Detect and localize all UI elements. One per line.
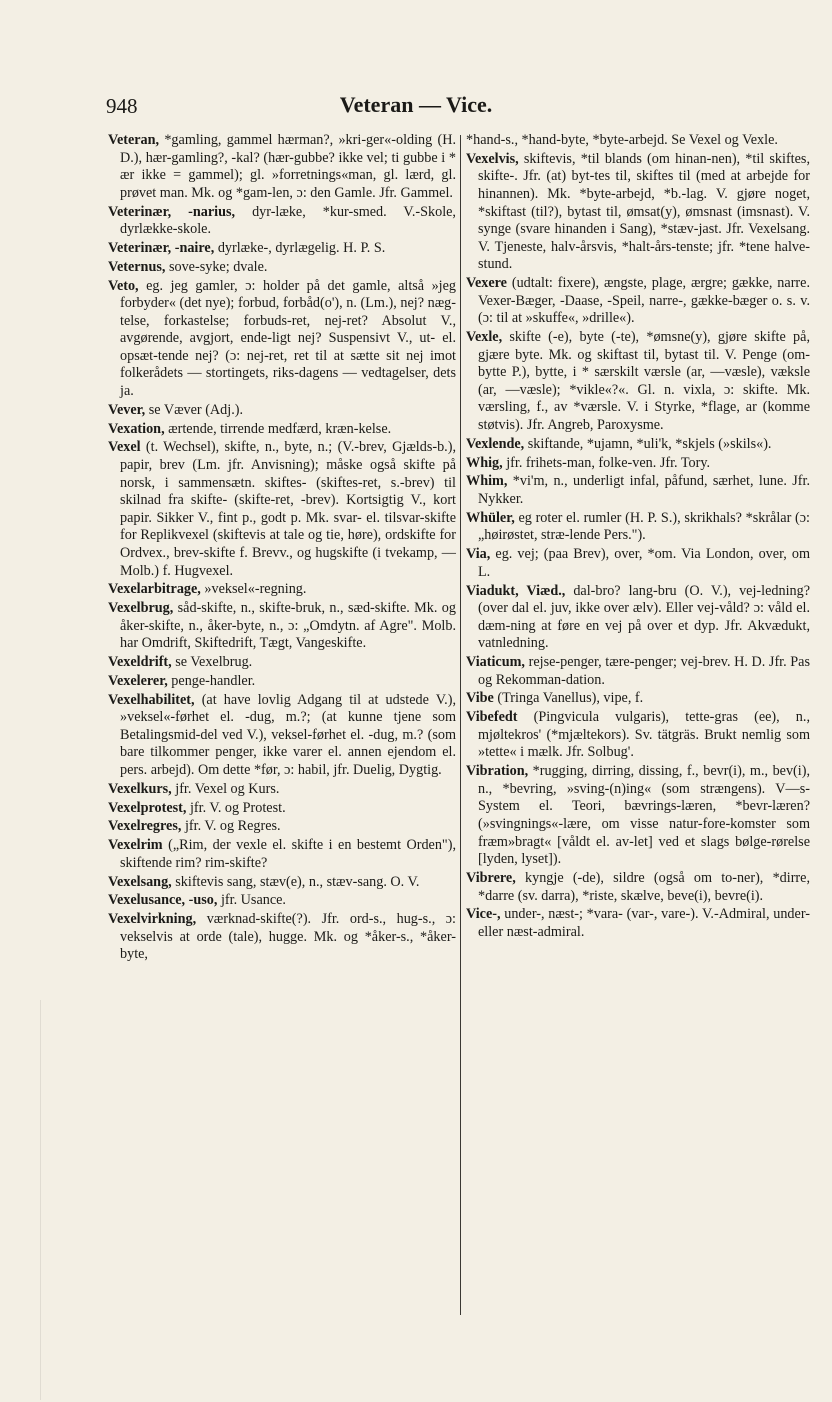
definition: *gamling, gammel hærman?, »kri-ger«-olding (H. D.), hær-gamling?, -kal? (hær-gubbe? ikke vel; ti gubbe i * ær ikke = gammel); gl. »forretnings«man, gl. lærd, gl. prøvet man. Mk. og *gam-len, ɔ: den Gamle. Jfr. Gammel. [120, 132, 456, 201]
headword: Vibefedt [466, 709, 518, 726]
headword: Vexelrim [108, 837, 163, 854]
definition: under-, næst-; *vara- (var-, vare-). V.-Admiral, under- eller næst-admiral. [478, 906, 810, 940]
headword: Whim, [466, 473, 508, 490]
dictionary-entry [108, 874, 456, 892]
definition: eg. jeg gamler, ɔ: holder på det gamle, altså »jeg forbyder« (det nye); forbud, forbåd(o'), n. (Lm.), nej? næg-telse, forkastelse; forbuds-ret, nej-ret? Absolut V., avgørende, avgjort, ende-ligt nej? Suspensivt V., ut- el. opsæt-tende nej? (ɔ: nej-ret, ret til at sætte sit nej imot folkerådets — stortingets, riks-dagens — vedtagelser, dets ja. [120, 277, 456, 400]
dictionary-entry [108, 654, 456, 672]
headword: Vibration, [466, 763, 529, 780]
dictionary-entry [108, 911, 456, 964]
definition: skiftande, *ujamn, *uli'k, *skjels (»skils«). [524, 435, 772, 452]
headword: Vexelerer, [108, 672, 168, 689]
headword: Vexere [466, 275, 507, 292]
headword: Vexelbrug, [108, 600, 174, 617]
definition: ærtende, tirrende medfærd, kræn-kelse. [164, 420, 392, 437]
definition: skiftevis sang, stæv(e), n., stæv-sang. O. V. [171, 873, 420, 890]
definition: jfr. Usance. [217, 892, 286, 909]
dictionary-entry [466, 763, 810, 869]
definition: *rugging, dirring, dissing, f., bevr(i), m., bev(i), n., *bevring, »sving-(n)ing« (som strængens). V—s-System el. Teori, bævrings-læren, *bevr-læren? (»svingnings«-lære, om visse natur-fore-komster som fræm»bragt« [våldt el. av-let] ved et slags bølge-rørelse [lyden, lyset]). [478, 763, 810, 868]
headword: Vibrere, [466, 869, 516, 886]
headword: Vexel [108, 439, 141, 456]
definition: dyr-læke, *kur-smed. V.-Skole, dyrlække-skole. [120, 203, 456, 238]
headword: Veteran, [108, 132, 160, 148]
definition: eg roter el. rumler (H. P. S.), skrikhals? *skrålar (ɔ: „høirøstet, stræ-lende Pers."). [478, 509, 810, 544]
headword: Veto, [108, 277, 139, 294]
definition: skifte (-e), byte (-te), *ømsne(y), gjøre skifte på, gjære byte. Mk. og skiftast til, bytast til. V. Penge (om-bytte P.), bytte, i * særskilt værsle (ar, —væsle), væksle (ar, —væsle); *vikle«?«. Gl. n. vixla, ɔ: skifte. Mk. værsling, f., av *værsle. V. i Styrke, *flage, ar (komme støtvis). Jfr. Angreb, Paroxysme. [478, 329, 810, 434]
definition: eg. vej; (paa Brev), over, *om. Via London, over, om L. [478, 546, 810, 580]
definition: skiftevis, *til blands (om hinan-nen), *til skiftes, skifte-. Jfr. (at) byt-tes til, skiftes til (med at arbejde for hinannen). Mk. *byte-arbejd, *b.-lag. V. gjøre noget, *skiftast (til?), bytast til, ømsat(y), ømsnast (imsnast). V. synge (svare hinanden i Sang), *stæv-jast. Jfr. Vexelsang. V. Tjeneste, halv-årsvis, *halt-års-tenste; jfr. *tene halve-stund. [478, 150, 810, 273]
definition: jfr. Vexel og Kurs. [171, 780, 280, 797]
page-number: 948 [106, 94, 138, 118]
definition: værknad-skifte(?). Jfr. ord-s., hug-s., ɔ: vekselvis at orde (tale), hugge. Mk. og *åker-s., *åker-byte, [120, 911, 456, 963]
dictionary-entry [108, 204, 456, 239]
dictionary-entry [108, 402, 456, 420]
definition: („Rim, der vexle el. skifte i en bestemt Orden"), skiftende rim? rim-skifte? [120, 837, 456, 871]
headword: Veternus, [108, 258, 166, 275]
dictionary-entry [466, 132, 810, 150]
definition: dal-bro? lang-bru (O. V.), vej-ledning? (over dal el. juv, ikke over ælv). Eller vej-våld? ɔ: våld el. dæm-ning at føre en vej på over et dyp. Jfr. Akvædukt, vatnledning. [478, 582, 810, 652]
headword: Whig, [466, 454, 503, 471]
dictionary-entry [108, 837, 456, 872]
dictionary-entry [466, 870, 810, 905]
dictionary-entry [466, 473, 810, 508]
dictionary-entry [108, 421, 456, 439]
definition: (at have lovlig Adgang til at udstede V.), »veksel«-førhet el. -dug, m.?; (at kunne tjene som Betalingsmid-del ved V.), veksel-førhet el. -dug, m.? (som bare tilkommer penger, ikke varer el. annen ejendom el. pers. arbejd). Om dette *før, ɔ: habil, jfr. Duelig, Dygtig. [120, 691, 456, 779]
headword: Vexelhabilitet, [108, 691, 195, 708]
definition: sove-syke; dvale. [165, 258, 268, 275]
definition: jfr. frihets-man, folke-ven. Jfr. Tory. [502, 454, 711, 471]
dictionary-entry [466, 709, 810, 762]
left-column [108, 132, 456, 965]
right-column [466, 132, 810, 943]
definition: rejse-penger, tære-penger; vej-brev. H. D. Jfr. Pas og Rekomman-dation. [478, 654, 810, 688]
headword: Vexlende, [466, 435, 525, 452]
definition: *hand-s., *hand-byte, *byte-arbejd. Se Vexel og Vexle. [466, 132, 778, 148]
dictionary-entry [108, 259, 456, 277]
dictionary-entry [466, 275, 810, 328]
dictionary-entry [108, 240, 456, 258]
dictionary-entry [108, 692, 456, 780]
definition: (t. Wechsel), skifte, n., byte, n.; (V.-brev, Gjælds-b.), papir, brev (Lm. jfr. Anvisning); måske også skifte på norsk, i sammensætn. skiftes- (skiftes-ret, s.-brev) til skilnad fra skifte- (skifte-ret, -brev). Kortsigtig V., kort papir. Sikker V., fint p., godt p. Mk. svar- el. tilsvar-skifte for Replikvexel (skiftevis at tale og tie, høre), ordskifte for Ordvex., brev-skifte f. Brevv., og hugskifte (i tvekamp, — Molb.) f. Hugvexel. [120, 439, 456, 579]
definition: dyrlæke-, dyrlægelig. H. P. S. [214, 239, 386, 256]
headword: Vexelvis, [466, 150, 519, 167]
definition: (Pingvicula vulgaris), tette-gras (ee), n., mjøltekros' (*mjæltekors). Sv. tätgräs. Brukt nemlig som »tette« i mælk. Jfr. Solbug'. [478, 709, 810, 761]
dictionary-entry [108, 673, 456, 691]
dictionary-entry [108, 278, 456, 401]
definition: (Tringa Vanellus), vipe, f. [493, 690, 644, 707]
dictionary-entry [108, 132, 456, 202]
dictionary-entry [108, 439, 456, 580]
headword: Vice-, [466, 906, 501, 923]
headword: Vexelprotest, [108, 799, 187, 816]
headword: Vexelkurs, [108, 780, 172, 797]
dictionary-entry [466, 546, 810, 581]
headword: Via, [466, 546, 491, 563]
dictionary-entry [466, 906, 810, 941]
headword: Vexle, [466, 329, 503, 346]
dictionary-entry [466, 329, 810, 435]
headword: Vibe [466, 690, 494, 707]
dictionary-entry [108, 818, 456, 836]
dictionary-entry [466, 151, 810, 274]
headword: Veterinær, -naire, [108, 239, 215, 256]
column-divider [460, 135, 461, 1315]
headword: Vexelvirkning, [108, 911, 197, 928]
definition: jfr. V. og Regres. [181, 818, 281, 835]
definition: se Væver (Adj.). [145, 401, 244, 418]
definition: »veksel«-regning. [200, 581, 307, 598]
dictionary-entry [466, 455, 810, 473]
definition: såd-skifte, n., skifte-bruk, n., sæd-skifte. Mk. og åker-skifte, n., åker-byte, n., ɔ: „Omdytn. af Agre". Molb. har Omdrift, Skiftedrift, Tægt, Vangeskifte. [120, 600, 456, 652]
definition: jfr. V. og Protest. [186, 799, 286, 816]
definition: (udtalt: fixere), ængste, plage, ærgre; gække, narre. Vexer-Bæger, -Daase, -Speil, narre-, gække-bæger o. s. v. (ɔ: til at »skuffe«, »drille«). [478, 275, 810, 327]
page-header [0, 86, 832, 126]
headword: Vexelusance, -uso, [108, 892, 218, 909]
dictionary-entry [108, 781, 456, 799]
headword: Vexelregres, [108, 818, 182, 835]
running-head: Veteran — Vice. [339, 92, 493, 117]
definition: se Vexelbrug. [171, 654, 253, 671]
dictionary-entry [466, 690, 810, 708]
dictionary-entry [108, 600, 456, 653]
dictionary-entry [108, 800, 456, 818]
headword: Viaticum, [466, 654, 525, 671]
headword: Vexelarbitrage, [108, 581, 201, 598]
dictionary-entry [466, 654, 810, 689]
dictionary-entry [466, 583, 810, 653]
headword: Whüler, [466, 509, 515, 526]
headword: Vexeldrift, [108, 654, 172, 671]
definition: kyngje (-de), sildre (også om to-ner), *dirre, *darre (sv. darra), *riste, skælve, beve(i), bevre(i). [478, 869, 810, 904]
dictionary-entry [466, 510, 810, 545]
headword: Vever, [108, 401, 146, 418]
dictionary-entry [108, 892, 456, 910]
definition: penge-handler. [167, 672, 256, 689]
headword: Veterinær, -narius, [108, 203, 236, 220]
headword: Vexation, [108, 420, 165, 437]
headword: Vexelsang, [108, 873, 172, 890]
dictionary-entry [466, 436, 810, 454]
definition: *vi'm, n., underligt infal, påfund, særhet, lune. Jfr. Nykker. [478, 473, 810, 507]
headword: Viadukt, Viæd., [466, 582, 566, 599]
page-crease [0, 1000, 41, 1400]
dictionary-entry [108, 581, 456, 599]
